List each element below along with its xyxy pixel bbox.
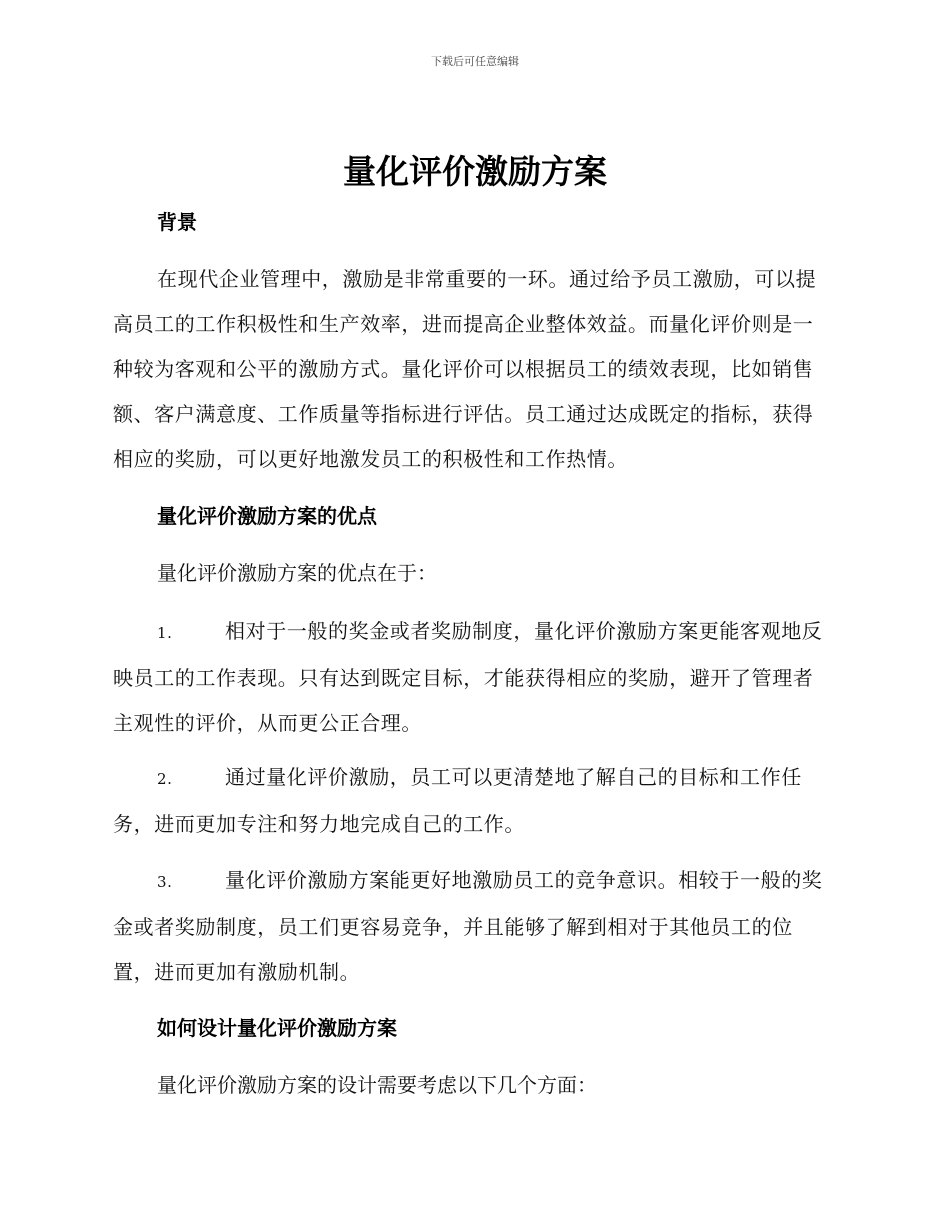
advantages-list (113, 609, 833, 746)
page-header-note: 下载后可任意编辑 (431, 55, 519, 68)
advantages-list-2 (113, 755, 833, 847)
list-item (113, 609, 833, 746)
design-intro: 量化评价激励方案的设计需要考虑以下几个方面： (157, 1073, 597, 1097)
section-heading-background: 背景 (157, 210, 197, 234)
list-item-text: 通过量化评价激励，员工可以更清楚地了解自己的目标和工作任务，进而更加专注和努力地完成自己的工作。 (113, 765, 802, 836)
background-paragraph: 在现代企业管理中，激励是非常重要的一环。通过给予员工激励，可以提高员工的工作积极性和生产效率，进而提高企业整体效益。而量化评价则是一种较为客观和公平的激励方式。量化评价可以根据员工的绩效表现，比如销售额、客户满意度、工作质量等指标进行评估。员工通过达成既定的指标，获得相应的奖励，可以更好地激发员工的积极性和工作热情。 (113, 267, 817, 471)
section-heading-advantages: 量化评价激励方案的优点 (157, 504, 377, 528)
document-title: 量化评价激励方案 (343, 152, 607, 191)
list-item-number: 1. (157, 624, 173, 642)
advantages-intro: 量化评价激励方案的优点在于： (157, 561, 437, 585)
list-item-text: 相对于一般的奖金或者奖励制度，量化评价激励方案更能客观地反映员工的工作表现。只有达到既定目标，才能获得相应的奖励，避开了管理者主观性的评价，从而更公正合理。 (113, 619, 823, 735)
background-paragraph-block (113, 257, 833, 482)
list-item (113, 755, 833, 847)
advantages-list-3 (113, 858, 833, 995)
list-item-number: 3. (157, 873, 173, 891)
section-heading-design: 如何设计量化评价激励方案 (157, 1016, 397, 1040)
list-item (113, 858, 833, 995)
list-item-text: 量化评价激励方案能更好地激励员工的竞争意识。相较于一般的奖金或者奖励制度，员工们更容易竞争，并且能够了解到相对于其他员工的位置，进而更加有激励机制。 (113, 868, 823, 984)
list-item-number: 2. (157, 770, 173, 788)
